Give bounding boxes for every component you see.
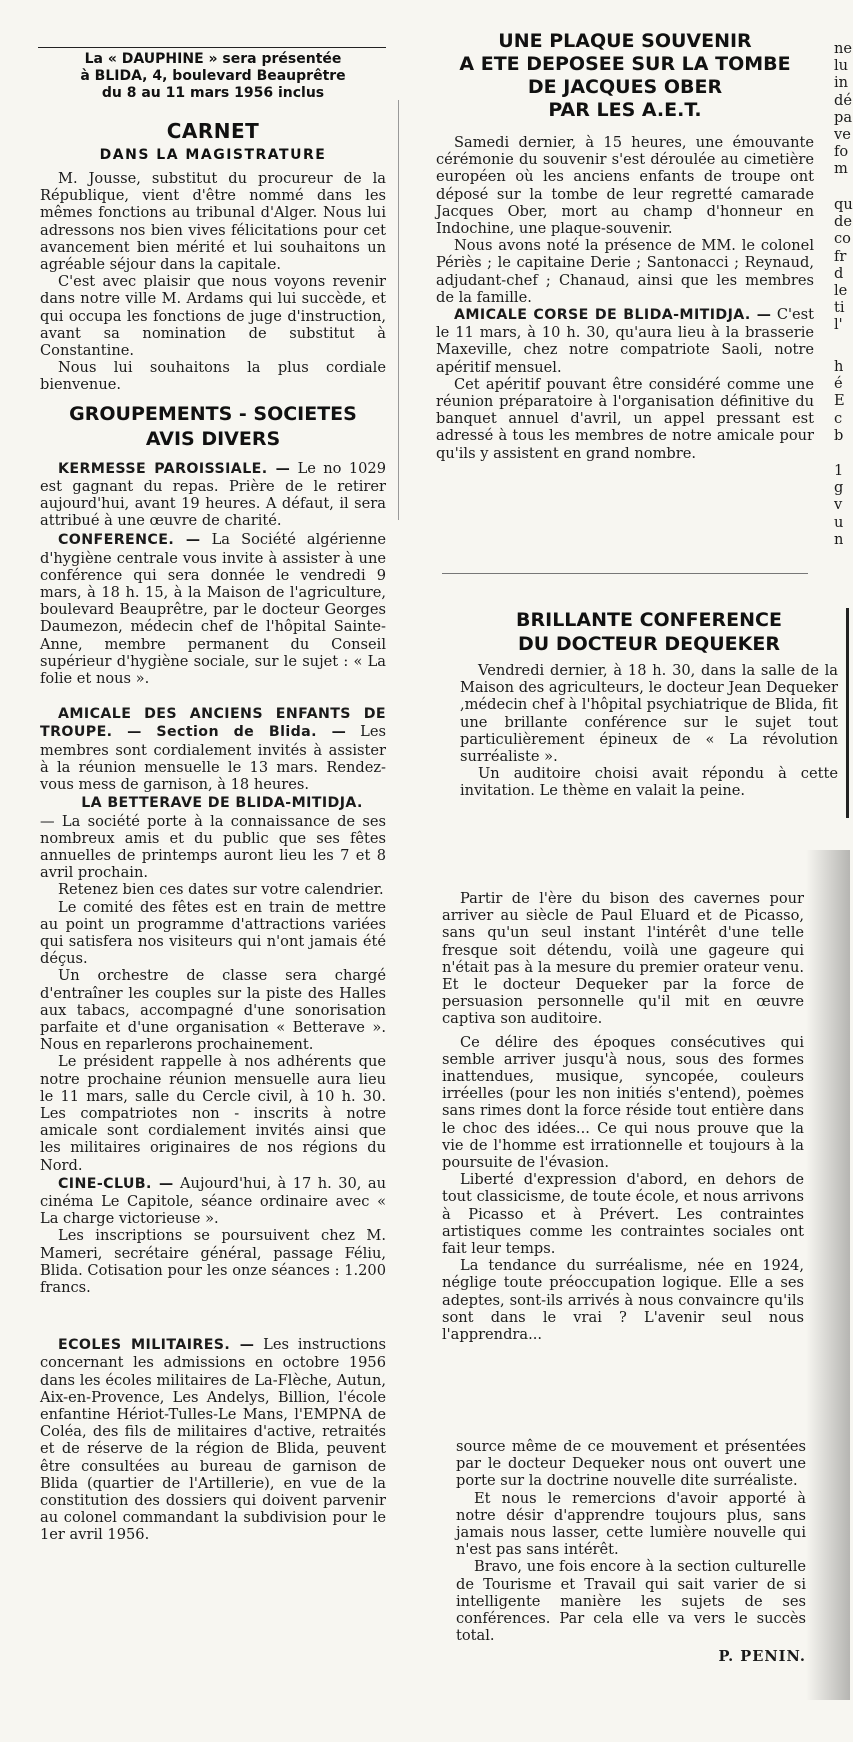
ecoles-lead: ECOLES MILITAIRES. — bbox=[58, 1337, 255, 1354]
conference-headline bbox=[460, 608, 838, 656]
edge-fragment: fo bbox=[834, 143, 849, 161]
plaque-title-3: DE JACQUES OBER bbox=[527, 76, 723, 98]
betterave-p3: Le comité des fêtes est en train de mettre au point un programme d'attractions variées qui satisfera nos visiteurs qui n'ont jamais été déçus. bbox=[40, 898, 386, 968]
kermesse-lead: KERMESSE PAROISSIALE. — bbox=[58, 460, 291, 477]
edge-fragment: é bbox=[834, 375, 843, 393]
edge-fragment: ve bbox=[834, 126, 851, 144]
edge-fragment: lu bbox=[834, 57, 849, 75]
kermesse-text: Le no 1029 est gagnant du repas. Prière de le retirer aujourd'hui, avant 19 heures. A défaut, il sera attribué à une œuvre de charité. bbox=[40, 459, 386, 530]
scan-fold-shadow bbox=[806, 850, 850, 1700]
edge-fragment: dé bbox=[834, 91, 852, 109]
edge-fragments-middle bbox=[834, 196, 853, 334]
amicale-corse-p2: Cet apéritif pouvant être considéré comme une réunion préparatoire à l'organisation définitive du banquet annuel d'avril, un appel pressant est adressé à tous les membres de notre amicale pour qu'ils y assistent en grand nombre. bbox=[436, 375, 814, 462]
edge-fragment: u bbox=[834, 513, 844, 531]
edge-fragment: ne bbox=[834, 40, 853, 57]
edge-fragment: co bbox=[834, 230, 851, 248]
betterave-p1: — La société porte à la connaissance de ses nombreux amis et du public que ses fêtes annuelles de printemps auront lieu les 7 et 8 avril prochain. bbox=[40, 812, 386, 882]
announce-line-1: La « DAUPHINE » sera présentée bbox=[84, 51, 342, 67]
top-rule bbox=[38, 47, 386, 48]
edge-fragment: fr bbox=[834, 247, 847, 265]
plaque-title-2: A ETE DEPOSEE SUR LA TOMBE bbox=[459, 53, 791, 75]
amicale-corse-text: C'est le 11 mars, à 10 h. 30, qu'aura lieu à la brasserie Maxeville, chez notre compatriote Saoli, notre apéritif mensuel. bbox=[436, 306, 815, 376]
conference-p5: Liberté d'expression d'abord, en dehors de tout classicisme, de toute école, et nous arrivons à Picasso et à Prévert. Les contraintes artistiques comme les contraintes sociales ont fait leur temps. bbox=[442, 1171, 804, 1258]
edge-fragment: n bbox=[834, 530, 844, 548]
edge-fragment: E bbox=[834, 392, 845, 410]
groupements-heading bbox=[40, 402, 386, 452]
edge-fragments-bottom bbox=[834, 462, 850, 548]
author-signature: P. PENIN. bbox=[718, 1648, 806, 1666]
edge-fragment: m bbox=[834, 160, 848, 178]
groupements-title: GROUPEMENTS - SOCIETES bbox=[69, 402, 357, 425]
edge-fragment: qu bbox=[834, 196, 853, 213]
cine-club-notice bbox=[40, 1175, 386, 1296]
conference-title-2: DU DOCTEUR DEQUEKER bbox=[518, 633, 780, 655]
magistrature-subheading: DANS LA MAGISTRATURE bbox=[99, 147, 327, 163]
edge-fragment: de bbox=[834, 213, 852, 231]
conference-notice bbox=[40, 531, 386, 687]
betterave-p5: Le président rappelle à nos adhérents que notre prochaine réunion mensuelle aura lieu le 11 mars, salle du Cercle civil, à 10 h. 30. Les compatriotes non - inscrits à notre amicale sont cordialement invités ainsi que les militaires originaires de nos régions du Nord. bbox=[40, 1053, 386, 1174]
plaque-headline bbox=[436, 30, 814, 122]
conference-p9: Bravo, une fois encore à la section culturelle de Tourisme et Travail qui sait varier de si intelligente manière les sujets de ses conférences. Par cela elle va vers le succès total. bbox=[456, 1558, 806, 1645]
carnet-heading: CARNET bbox=[166, 119, 260, 143]
edge-fragment: g bbox=[834, 479, 844, 497]
edge-fragment: ti bbox=[834, 299, 845, 317]
announce-line-2: à BLIDA, 4, boulevard Beauprêtre bbox=[80, 68, 346, 84]
plaque-body bbox=[436, 134, 814, 462]
announce-line-3: du 8 au 11 mars 1956 inclus bbox=[101, 85, 325, 101]
plaque-title-1: UNE PLAQUE SOUVENIR bbox=[498, 30, 752, 52]
conference-p1: Vendredi dernier, à 18 h. 30, dans la salle de la Maison des agriculteurs, le docteur Jean Dequeker ,médecin chef à l'hôpital psychiatrique de Blida, fit une brillante conférence sur le sujet tout particulièrement épineux de « La révolution surréaliste ». bbox=[460, 662, 838, 766]
plaque-p1: Samedi dernier, à 15 heures, une émouvante cérémonie du souvenir s'est déroulée au cimetière européen où les anciens enfants de troupe ont déposé sur la tombe de leur regretté camarade Jacques Ober, mort au champ d'honneur en Indochine, une plaque-souvenir. bbox=[436, 134, 814, 238]
edge-fragment: pa bbox=[834, 108, 853, 126]
ecoles-militaires-notice bbox=[40, 1336, 386, 1543]
magistrature-article bbox=[40, 170, 386, 394]
section-rule bbox=[442, 573, 808, 574]
conference-p2: Un auditoire choisi avait répondu à cette invitation. Le thème en valait la peine. bbox=[460, 765, 838, 800]
left-column bbox=[40, 51, 386, 1544]
conference-lead: CONFERENCE. — bbox=[58, 532, 201, 549]
edge-fragment: le bbox=[834, 282, 848, 300]
edge-fragment: 1 bbox=[834, 462, 844, 479]
amicale-enfants-troupe-notice bbox=[40, 705, 386, 793]
cine-club-p2: Les inscriptions se poursuivent chez M. Mameri, secrétaire général, passage Féliu, Blida. Cotisation pour les onze séances : 1.200 francs. bbox=[40, 1227, 386, 1296]
edge-fragment: b bbox=[834, 426, 844, 444]
plaque-p2: Nous avons noté la présence de MM. le colonel Périès ; le capitaine Derie ; Santonacci ; Reynaud, adjudant-chef ; Chanaud, ainsi que les membres de la famille. bbox=[436, 237, 814, 306]
betterave-lead: LA BETTERAVE DE BLIDA-MITIDJA. bbox=[81, 795, 363, 812]
magistrature-p1: M. Jousse, substitut du procureur de la République, vient d'être nommé dans les mêmes fonctions au tribunal d'Alger. Nous lui adressons nos bien vives félicitations pour cet avancement bien mérité et lui souhaitons un agréable séjour dans la capitale. bbox=[40, 170, 386, 274]
ecoles-text: Les instructions concernant les admissions en octobre 1956 dans les écoles militaires de La-Flèche, Autun, Aix-en-Provence, Les Andelys, Billion, l'école enfantine Hériot-Tulles-Le Mans, l'EMPNA de Coléa, des fils de militaires d'active, retraités et de réserve de la région de Blida, peuvent être consultées au bureau de garnison de Blida (quartier de l'Artillerie), en vue de la constitution des dossiers qui doivent parvenir au colonel commandant la subdivision pour le 1er avril 1956. bbox=[40, 1336, 386, 1544]
magistrature-p3: Nous lui souhaitons la plus cordiale bienvenue. bbox=[40, 359, 386, 394]
column-divider bbox=[398, 100, 399, 520]
amicale-corse-lead: AMICALE CORSE DE BLIDA-MITIDJA. — bbox=[454, 307, 772, 324]
kermesse-notice bbox=[40, 460, 386, 530]
edge-fragments-top bbox=[834, 40, 853, 178]
betterave-p4: Un orchestre de classe sera chargé d'entraîner les couples sur la piste des Halles aux tabacs, accompagné d'une sonorisation parfaite et d'une organisation « Betterave ». Nous en reparlerons prochainement. bbox=[40, 967, 386, 1054]
conference-p8: Et nous le remercions d'avoir apporté à notre désir d'apprendre toujours plus, sans jamais nous lasser, cette lumière nouvelle qui n'est pas sans intérêt. bbox=[456, 1489, 806, 1559]
conference-title-1: BRILLANTE CONFERENCE bbox=[516, 609, 782, 631]
amicale-text: Les membres sont cordialement invités à assister à la réunion mensuelle le 13 mars. Rendez-vous mess de garnison, à 18 heures. bbox=[40, 723, 386, 794]
plaque-title-4: PAR LES A.E.T. bbox=[548, 99, 702, 121]
betterave-notice bbox=[40, 794, 386, 1173]
cine-club-text: Aujourd'hui, à 17 h. 30, au cinéma Le Capitole, séance ordinaire avec « La charge victorieuse ». bbox=[40, 1174, 386, 1228]
magistrature-p2: C'est avec plaisir que nous voyons revenir dans notre ville M. Ardams qui lui succède, et qui occupa les fonctions de juge d'instruction, avant sa nomination de substitut à Constantine. bbox=[40, 273, 386, 360]
conference-end bbox=[456, 1438, 806, 1665]
amicale-lead: AMICALE DES ANCIENS ENFANTS DE TROUPE. — Section de Blida. — bbox=[40, 706, 386, 741]
edge-fragment: c bbox=[834, 409, 843, 427]
edge-column-border bbox=[846, 608, 849, 818]
conference-p3: Partir de l'ère du bison des cavernes pour arriver au siècle de Paul Eluard et de Picasso, sans qu'un seul instant l'intérêt d'une telle fresque soit détendu, voilà une gageure qui n'était pas à la mesure du premier orateur venu. Et le docteur Dequeker par la force de persuasion personnelle qu'il mit en œuvre captiva son auditoire. bbox=[442, 890, 804, 1028]
edge-fragment: h bbox=[834, 358, 844, 375]
cine-club-lead: CINE-CLUB. — bbox=[58, 1175, 174, 1192]
conference-p6: La tendance du surréalisme, née en 1924, néglige toute préoccupation logique. Elle a ses adeptes, sont-ils arrivés à nous convaincre qu'ils sont dans le vrai ? L'avenir seul nous l'apprendra... bbox=[442, 1257, 804, 1344]
conference-p7: source même de ce mouvement et présentées par le docteur Dequeker nous ont ouvert une porte sur la doctrine nouvelle dite surréaliste. bbox=[456, 1438, 806, 1490]
edge-fragment: l' bbox=[834, 316, 843, 334]
plaque-article bbox=[436, 30, 814, 122]
dauphine-announcement bbox=[40, 51, 386, 102]
edge-fragment: d bbox=[834, 264, 844, 282]
conference-article bbox=[460, 608, 838, 800]
conference-text: La Société algérienne d'hygiène centrale vous invite à assister à une conférence qui sera donnée le vendredi 9 mars, à 18 h. 15, à la Maison de l'agriculture, boulevard Beauprêtre, par le docteur Georges Daumezon, médecin chef de l'hôpital Sainte-Anne, membre permanent du Conseil supérieur d'hygiène sociale, sur le sujet : « La folie et nous ». bbox=[40, 531, 386, 688]
conference-p4: Ce délire des époques consécutives qui semble arriver jusqu'à nous, sous des formes inattendues, musique, syncopée, couleurs irréelles (pour les non initiés s'entend), poèmes sans rimes dont la force réside tout entière dans le choc des idées... Ce qui nous prouve que la vie de l'homme est irrationnelle et toujours à la poursuite de l'évasion. bbox=[442, 1033, 804, 1172]
edge-fragment: v bbox=[834, 496, 843, 514]
edge-fragments-lower bbox=[834, 358, 850, 444]
avis-divers-title: AVIS DIVERS bbox=[145, 427, 281, 450]
edge-fragment: in bbox=[834, 74, 849, 92]
betterave-p2: Retenez bien ces dates sur votre calendrier. bbox=[58, 881, 384, 899]
conference-continued bbox=[442, 890, 804, 1465]
